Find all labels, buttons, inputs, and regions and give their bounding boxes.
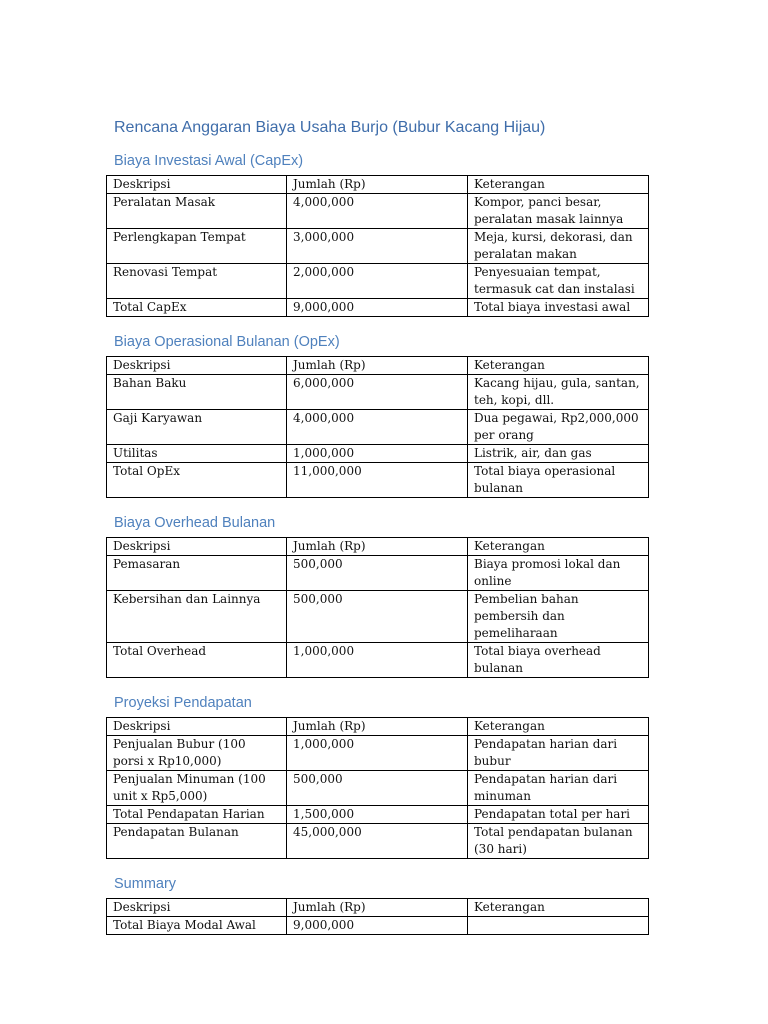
table-header-row xyxy=(107,899,649,917)
header-cell: Deskripsi xyxy=(107,899,287,917)
note-cell: Total biaya investasi awal xyxy=(468,299,649,317)
amount-cell: 9,000,000 xyxy=(287,917,468,935)
description-cell: Total Overhead xyxy=(107,643,287,678)
table-row xyxy=(107,917,649,935)
header-cell: Keterangan xyxy=(468,538,649,556)
amount-cell: 45,000,000 xyxy=(287,824,468,859)
note-cell: Biaya promosi lokal dan online xyxy=(468,556,649,591)
amount-cell: 6,000,000 xyxy=(287,375,468,410)
description-cell: Total OpEx xyxy=(107,463,287,498)
section-biaya-investasi-awal-capex xyxy=(106,152,648,317)
table-row xyxy=(107,299,649,317)
budget-table xyxy=(106,175,649,317)
note-cell: Total biaya operasional bulanan xyxy=(468,463,649,498)
section-heading: Biaya Operasional Bulanan (OpEx) xyxy=(114,334,340,350)
amount-cell: 3,000,000 xyxy=(287,229,468,264)
header-cell: Jumlah (Rp) xyxy=(287,538,468,556)
description-cell: Perlengkapan Tempat xyxy=(107,229,287,264)
note-cell: Dua pegawai, Rp2,000,000 per orang xyxy=(468,410,649,445)
description-cell: Total Pendapatan Harian xyxy=(107,806,287,824)
table-row xyxy=(107,410,649,445)
amount-cell: 500,000 xyxy=(287,591,468,643)
document-body xyxy=(106,152,648,935)
note-cell: Kompor, panci besar, peralatan masak lainnya xyxy=(468,194,649,229)
table-row xyxy=(107,463,649,498)
table-row xyxy=(107,824,649,859)
header-cell: Keterangan xyxy=(468,176,649,194)
budget-table xyxy=(106,898,649,935)
note-cell: Pendapatan total per hari xyxy=(468,806,649,824)
table-row xyxy=(107,194,649,229)
description-cell: Utilitas xyxy=(107,445,287,463)
table-header-row xyxy=(107,718,649,736)
description-cell: Bahan Baku xyxy=(107,375,287,410)
header-cell: Deskripsi xyxy=(107,176,287,194)
budget-table xyxy=(106,537,649,678)
description-cell: Renovasi Tempat xyxy=(107,264,287,299)
description-cell: Pendapatan Bulanan xyxy=(107,824,287,859)
table-header-row xyxy=(107,176,649,194)
table-row xyxy=(107,736,649,771)
header-cell: Keterangan xyxy=(468,357,649,375)
amount-cell: 9,000,000 xyxy=(287,299,468,317)
note-cell: Penyesuaian tempat, termasuk cat dan instalasi xyxy=(468,264,649,299)
section-heading: Proyeksi Pendapatan xyxy=(114,695,252,711)
description-cell: Peralatan Masak xyxy=(107,194,287,229)
header-cell: Jumlah (Rp) xyxy=(287,899,468,917)
amount-cell: 4,000,000 xyxy=(287,410,468,445)
table-row xyxy=(107,229,649,264)
budget-table xyxy=(106,717,649,859)
header-cell: Jumlah (Rp) xyxy=(287,357,468,375)
header-cell: Jumlah (Rp) xyxy=(287,176,468,194)
section-heading: Summary xyxy=(114,876,177,892)
document-page xyxy=(106,118,648,951)
amount-cell: 4,000,000 xyxy=(287,194,468,229)
section-heading: Biaya Overhead Bulanan xyxy=(114,515,276,531)
amount-cell: 1,000,000 xyxy=(287,736,468,771)
document-title: Rencana Anggaran Biaya Usaha Burjo (Bubur Kacang Hijau) xyxy=(114,119,546,136)
section-biaya-overhead-bulanan xyxy=(106,514,648,678)
table-row xyxy=(107,643,649,678)
description-cell: Total CapEx xyxy=(107,299,287,317)
header-cell: Deskripsi xyxy=(107,718,287,736)
amount-cell: 11,000,000 xyxy=(287,463,468,498)
description-cell: Kebersihan dan Lainnya xyxy=(107,591,287,643)
note-cell: Total pendapatan bulanan (30 hari) xyxy=(468,824,649,859)
amount-cell: 2,000,000 xyxy=(287,264,468,299)
table-header-row xyxy=(107,538,649,556)
section-biaya-operasional-bulanan-opex xyxy=(106,333,648,498)
description-cell: Penjualan Minuman (100 unit x Rp5,000) xyxy=(107,771,287,806)
table-row xyxy=(107,556,649,591)
table-row xyxy=(107,806,649,824)
note-cell xyxy=(468,917,649,935)
description-cell: Penjualan Bubur (100 porsi x Rp10,000) xyxy=(107,736,287,771)
section-summary xyxy=(106,875,648,935)
budget-table xyxy=(106,356,649,498)
amount-cell: 500,000 xyxy=(287,771,468,806)
header-cell: Keterangan xyxy=(468,899,649,917)
note-cell: Pendapatan harian dari minuman xyxy=(468,771,649,806)
header-cell: Keterangan xyxy=(468,718,649,736)
note-cell: Meja, kursi, dekorasi, dan peralatan makan xyxy=(468,229,649,264)
note-cell: Pembelian bahan pembersih dan pemeliharaan xyxy=(468,591,649,643)
amount-cell: 500,000 xyxy=(287,556,468,591)
note-cell: Listrik, air, dan gas xyxy=(468,445,649,463)
table-row xyxy=(107,445,649,463)
table-row xyxy=(107,264,649,299)
note-cell: Pendapatan harian dari bubur xyxy=(468,736,649,771)
amount-cell: 1,000,000 xyxy=(287,643,468,678)
section-proyeksi-pendapatan xyxy=(106,694,648,859)
table-row xyxy=(107,771,649,806)
header-cell: Deskripsi xyxy=(107,538,287,556)
table-row xyxy=(107,591,649,643)
amount-cell: 1,000,000 xyxy=(287,445,468,463)
header-cell: Deskripsi xyxy=(107,357,287,375)
description-cell: Total Biaya Modal Awal xyxy=(107,917,287,935)
description-cell: Pemasaran xyxy=(107,556,287,591)
header-cell: Jumlah (Rp) xyxy=(287,718,468,736)
table-header-row xyxy=(107,357,649,375)
amount-cell: 1,500,000 xyxy=(287,806,468,824)
note-cell: Total biaya overhead bulanan xyxy=(468,643,649,678)
note-cell: Kacang hijau, gula, santan, teh, kopi, dll. xyxy=(468,375,649,410)
section-heading: Biaya Investasi Awal (CapEx) xyxy=(114,153,304,169)
table-row xyxy=(107,375,649,410)
description-cell: Gaji Karyawan xyxy=(107,410,287,445)
